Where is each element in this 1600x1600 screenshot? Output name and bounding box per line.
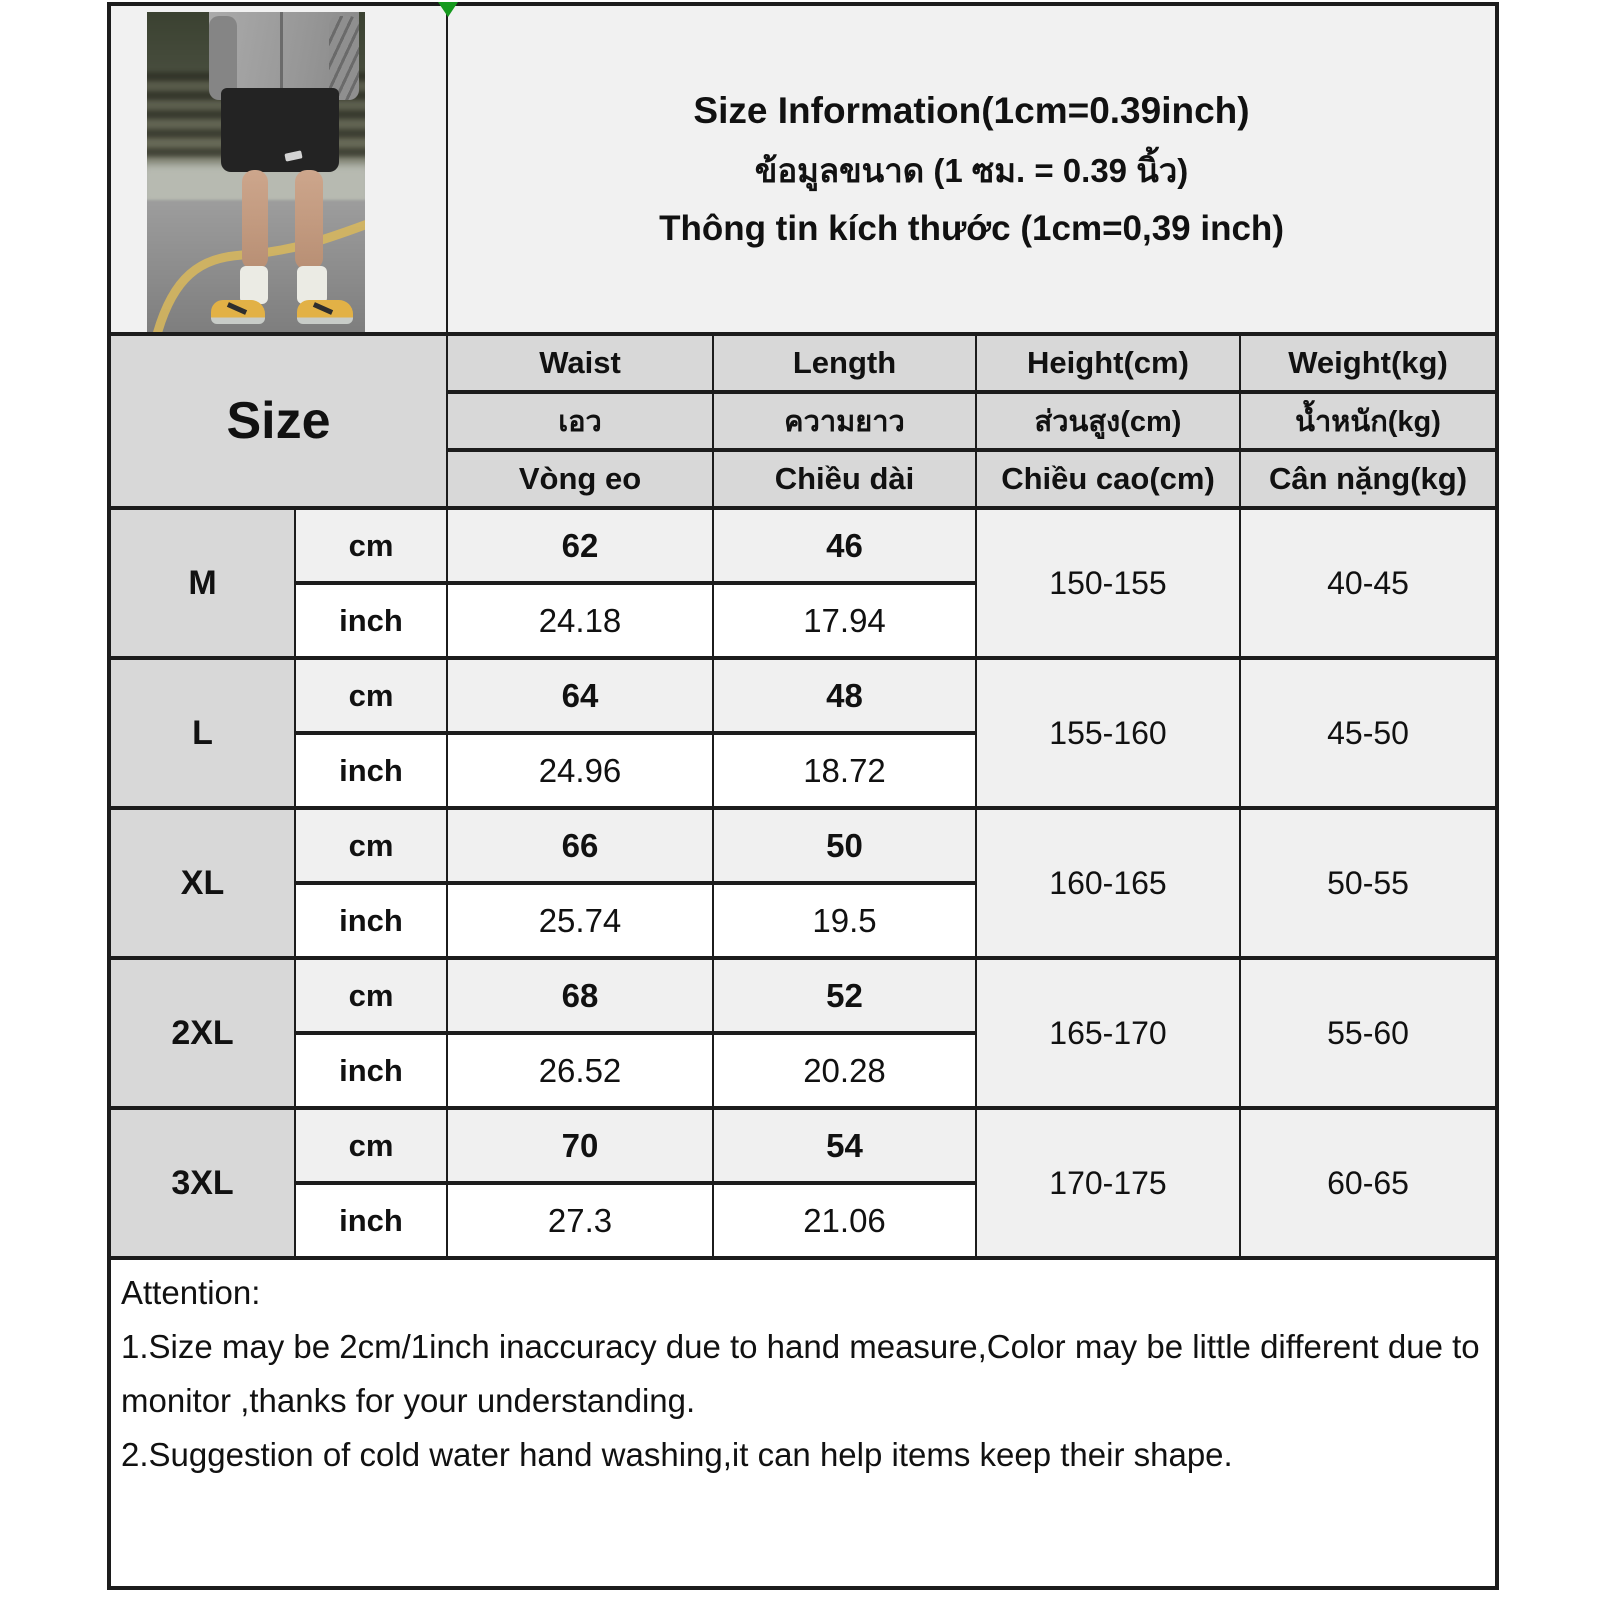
unit-cm: cm bbox=[295, 508, 447, 583]
2xl-length-cm: 52 bbox=[713, 958, 976, 1033]
m-weight-range: 40-45 bbox=[1240, 508, 1497, 658]
size-label-l: L bbox=[109, 658, 295, 808]
model-shorts bbox=[221, 88, 339, 172]
header-height-en: Height(cm) bbox=[976, 334, 1240, 392]
xl-weight-range: 50-55 bbox=[1240, 808, 1497, 958]
green-triangle-icon bbox=[438, 2, 458, 17]
xl-length-inch: 19.5 bbox=[713, 883, 976, 958]
unit-cm: cm bbox=[295, 1108, 447, 1183]
unit-cm: cm bbox=[295, 958, 447, 1033]
size-label-xl: XL bbox=[109, 808, 295, 958]
size-column-header: Size bbox=[109, 334, 447, 508]
xl-waist-inch: 25.74 bbox=[447, 883, 713, 958]
shorts-logo bbox=[284, 150, 302, 161]
3xl-waist-cm: 70 bbox=[447, 1108, 713, 1183]
unit-inch: inch bbox=[295, 583, 447, 658]
shoe-stripe bbox=[313, 302, 333, 315]
3xl-height-range: 170-175 bbox=[976, 1108, 1240, 1258]
3xl-weight-range: 60-65 bbox=[1240, 1108, 1497, 1258]
2xl-height-range: 165-170 bbox=[976, 958, 1240, 1108]
2xl-waist-cm: 68 bbox=[447, 958, 713, 1033]
note-2: 2.Suggestion of cold water hand washing,it can help items keep their shape. bbox=[121, 1436, 1233, 1473]
title-th: ข้อมูลขนาด (1 ซม. = 0.39 นิ้ว) bbox=[754, 151, 1189, 189]
header-height-vi: Chiều cao(cm) bbox=[976, 450, 1240, 508]
title-vi: Thông tin kích thước (1cm=0,39 inch) bbox=[659, 208, 1284, 248]
3xl-length-cm: 54 bbox=[713, 1108, 976, 1183]
shoe-left bbox=[211, 300, 265, 324]
unit-inch: inch bbox=[295, 883, 447, 958]
m-waist-cm: 62 bbox=[447, 508, 713, 583]
header-length-vi: Chiều dài bbox=[713, 450, 976, 508]
unit-inch: inch bbox=[295, 733, 447, 808]
model-leg-right bbox=[295, 170, 323, 270]
title-en: Size Information(1cm=0.39inch) bbox=[693, 89, 1250, 131]
size-table bbox=[107, 2, 1499, 1590]
header-length-en: Length bbox=[713, 334, 976, 392]
header-waist-th: เอว bbox=[447, 392, 713, 450]
2xl-weight-range: 55-60 bbox=[1240, 958, 1497, 1108]
shoe-right bbox=[297, 300, 353, 324]
header-weight-th: น้ำหนัก(kg) bbox=[1240, 392, 1497, 450]
header-height-th: ส่วนสูง(cm) bbox=[976, 392, 1240, 450]
m-waist-inch: 24.18 bbox=[447, 583, 713, 658]
header-waist-vi: Vòng eo bbox=[447, 450, 713, 508]
note-heading: Attention: bbox=[121, 1274, 261, 1311]
size-label-2xl: 2XL bbox=[109, 958, 295, 1108]
l-length-inch: 18.72 bbox=[713, 733, 976, 808]
note-1: 1.Size may be 2cm/1inch inaccuracy due to hand measure,Color may be little different due to monitor ,thanks for your understanding. bbox=[121, 1328, 1480, 1419]
model-jacket bbox=[209, 12, 359, 100]
sock-left bbox=[240, 266, 268, 304]
unit-inch: inch bbox=[295, 1183, 447, 1258]
l-weight-range: 45-50 bbox=[1240, 658, 1497, 808]
size-label-3xl: 3XL bbox=[109, 1108, 295, 1258]
product-photo bbox=[147, 12, 365, 334]
header-weight-vi: Cân nặng(kg) bbox=[1240, 450, 1497, 508]
sock-right bbox=[297, 266, 327, 304]
2xl-waist-inch: 26.52 bbox=[447, 1033, 713, 1108]
shoe-stripe bbox=[227, 302, 247, 315]
l-waist-inch: 24.96 bbox=[447, 733, 713, 808]
xl-length-cm: 50 bbox=[713, 808, 976, 883]
unit-cm: cm bbox=[295, 808, 447, 883]
m-length-cm: 46 bbox=[713, 508, 976, 583]
product-photo-cell bbox=[109, 4, 447, 334]
size-info-title-cell bbox=[447, 4, 1497, 334]
header-weight-en: Weight(kg) bbox=[1240, 334, 1497, 392]
3xl-length-inch: 21.06 bbox=[713, 1183, 976, 1258]
header-length-th: ความยาว bbox=[713, 392, 976, 450]
2xl-length-inch: 20.28 bbox=[713, 1033, 976, 1108]
xl-waist-cm: 66 bbox=[447, 808, 713, 883]
l-height-range: 155-160 bbox=[976, 658, 1240, 808]
size-label-m: M bbox=[109, 508, 295, 658]
l-waist-cm: 64 bbox=[447, 658, 713, 733]
header-waist-en: Waist bbox=[447, 334, 713, 392]
model-leg-left bbox=[242, 170, 268, 270]
unit-cm: cm bbox=[295, 658, 447, 733]
jacket-zipper bbox=[280, 12, 283, 100]
l-length-cm: 48 bbox=[713, 658, 976, 733]
m-length-inch: 17.94 bbox=[713, 583, 976, 658]
m-height-range: 150-155 bbox=[976, 508, 1240, 658]
3xl-waist-inch: 27.3 bbox=[447, 1183, 713, 1258]
xl-height-range: 160-165 bbox=[976, 808, 1240, 958]
attention-notes bbox=[109, 1258, 1497, 1588]
size-chart-sheet bbox=[107, 2, 1499, 1590]
unit-inch: inch bbox=[295, 1033, 447, 1108]
